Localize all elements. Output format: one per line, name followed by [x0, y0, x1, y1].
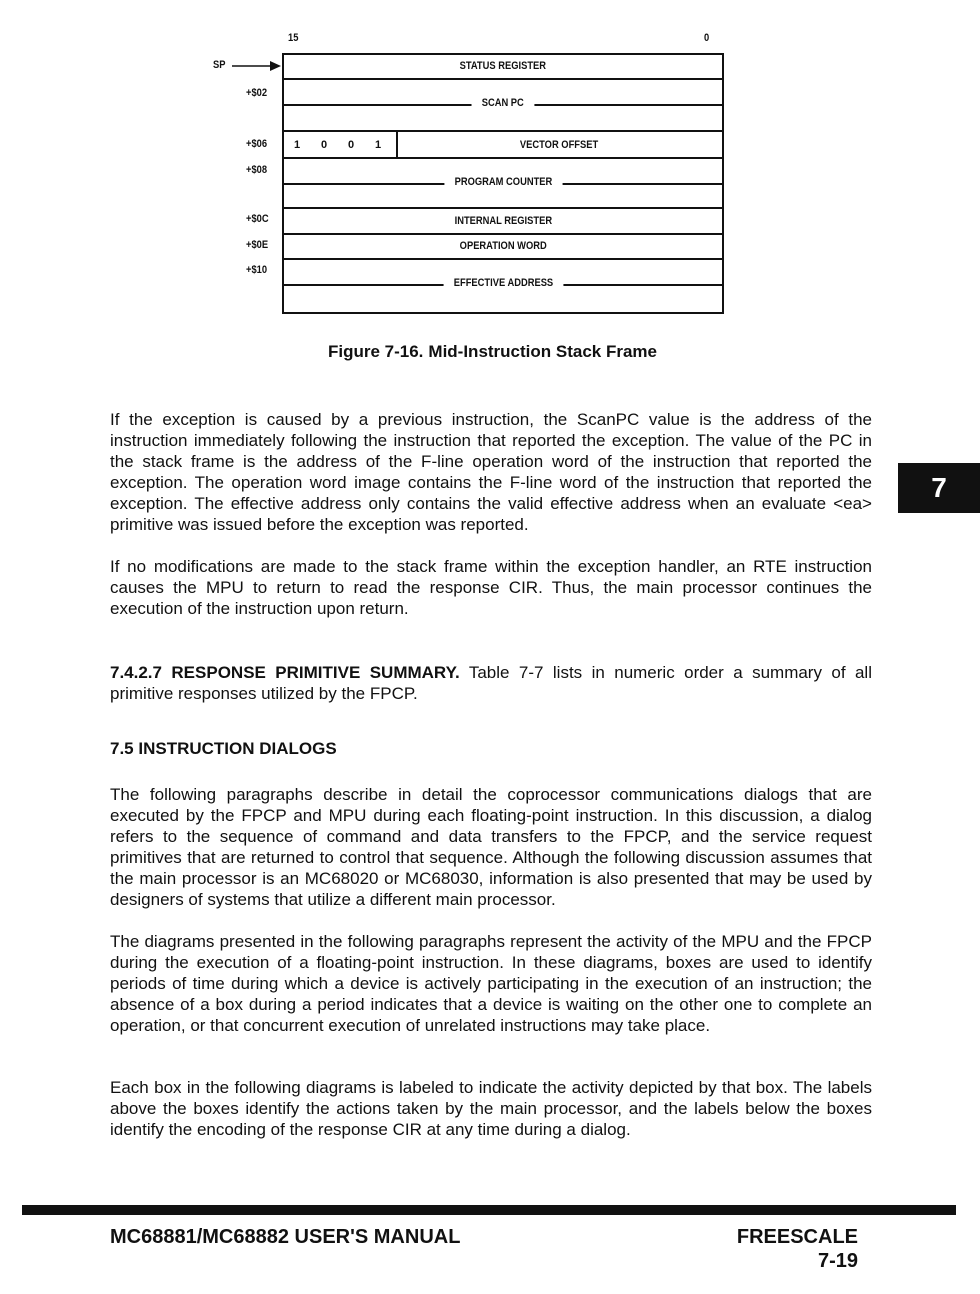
program-counter-row	[284, 159, 722, 209]
offset-label: +$06	[246, 138, 268, 150]
row-label: INTERNAL REGISTER	[444, 215, 562, 227]
figure-caption	[0, 342, 980, 362]
operation-word-row	[284, 235, 722, 260]
chapter-tab: 7	[898, 463, 980, 513]
row-label: EFFECTIVE ADDRESS	[443, 277, 563, 289]
footer-manual-title: MC68881/MC68882 USER'S MANUAL	[110, 1226, 461, 1248]
paragraph: If the exception is caused by a previous instruction, the ScanPC value is the address of the instruction immediately following the instruction that reported the exception. The value of the PC in the stack frame is the address of the F-line operation word of the instruction that reported the exception. The operation word image contains the F-line word of the instruction that reported the exception. The effective address only contains the valid effective address when an evaluate <ea> primitive was issued before the exception was reported.	[110, 410, 872, 534]
offset-label: +$08	[246, 164, 268, 176]
footer-rule	[22, 1205, 956, 1215]
sp-arrow-icon	[232, 60, 282, 72]
paragraph: Each box in the following diagrams is labeled to indicate the activity depicted by that box. The labels above the boxes identify the actions taken by the main processor, and the labels below the boxes identify the encoding of the response CIR at any time during a dialog.	[110, 1078, 872, 1139]
offset-label: +$10	[246, 264, 268, 276]
offset-label: +$02	[246, 87, 268, 99]
page-number: 7-19	[817, 1250, 858, 1272]
caption-title: Mid-Instruction Stack Frame	[428, 342, 658, 361]
format-bit: 1	[375, 139, 382, 151]
offset-label: +$0E	[246, 239, 269, 251]
section-heading: 7.5 INSTRUCTION DIALOGS	[110, 739, 337, 758]
row-label: PROGRAM COUNTER	[444, 176, 562, 188]
offset-label: +$0C	[246, 213, 269, 225]
section-text: Table 7-7 lists in numeric order a summary of all primitive responses utilized by the FPCP.	[110, 663, 872, 703]
caption-number: Figure 7-16.	[327, 342, 424, 361]
format-bit: 1	[294, 139, 301, 151]
row-label: SCAN PC	[472, 97, 534, 109]
row-label: VECTOR OFFSET	[510, 139, 609, 151]
format-bits	[284, 132, 398, 157]
bit-15-label: 15	[288, 32, 299, 44]
scan-pc-row	[284, 80, 722, 132]
footer-brand: FREESCALE	[736, 1226, 858, 1248]
paragraph: The following paragraphs describe in detail the coprocessor communications dialogs that are executed by the FPCP and MPU during each floating-point instruction. In this discussion, a dialog refers to the sequence of command and data transfers to the FPCP, and the service request primitives that are returned to control that sequence. Although the following discussion assumes that the main processor is an MC68020 or MC68030, information is also presented that may be used by designers of systems that utilize a different main processor.	[110, 785, 872, 909]
section-7427	[110, 662, 872, 704]
row-label: STATUS REGISTER	[450, 60, 557, 72]
paragraph: The diagrams presented in the following paragraphs represent the activity of the MPU and the FPCP during the execution of a floating-point instruction. In these diagrams, boxes are used to identify periods of time during which a device is actively participating in the execution of an instruction; the absence of a box during a period indicates that a device is waiting on the other one to complete an operation, or that concurrent execution of unrelated instructions may take place.	[110, 932, 872, 1035]
status-register-row	[284, 55, 722, 80]
effective-address-row	[284, 260, 722, 312]
row-label: OPERATION WORD	[449, 240, 556, 252]
bit-0-label: 0	[704, 32, 710, 44]
vector-offset-row	[284, 132, 722, 159]
internal-register-row	[284, 209, 722, 235]
section-heading: 7.4.2.7 RESPONSE PRIMITIVE SUMMARY.	[110, 663, 460, 682]
format-bit: 0	[321, 139, 328, 151]
sp-label: SP	[213, 59, 226, 71]
stack-frame-box	[282, 53, 724, 314]
paragraph: If no modifications are made to the stack frame within the exception handler, an RTE instruction causes the MPU to return to read the response CIR. Thus, the main processor continues the execution of the instruction upon return.	[110, 557, 872, 618]
stack-frame-figure	[0, 0, 980, 330]
format-bit: 0	[348, 139, 355, 151]
